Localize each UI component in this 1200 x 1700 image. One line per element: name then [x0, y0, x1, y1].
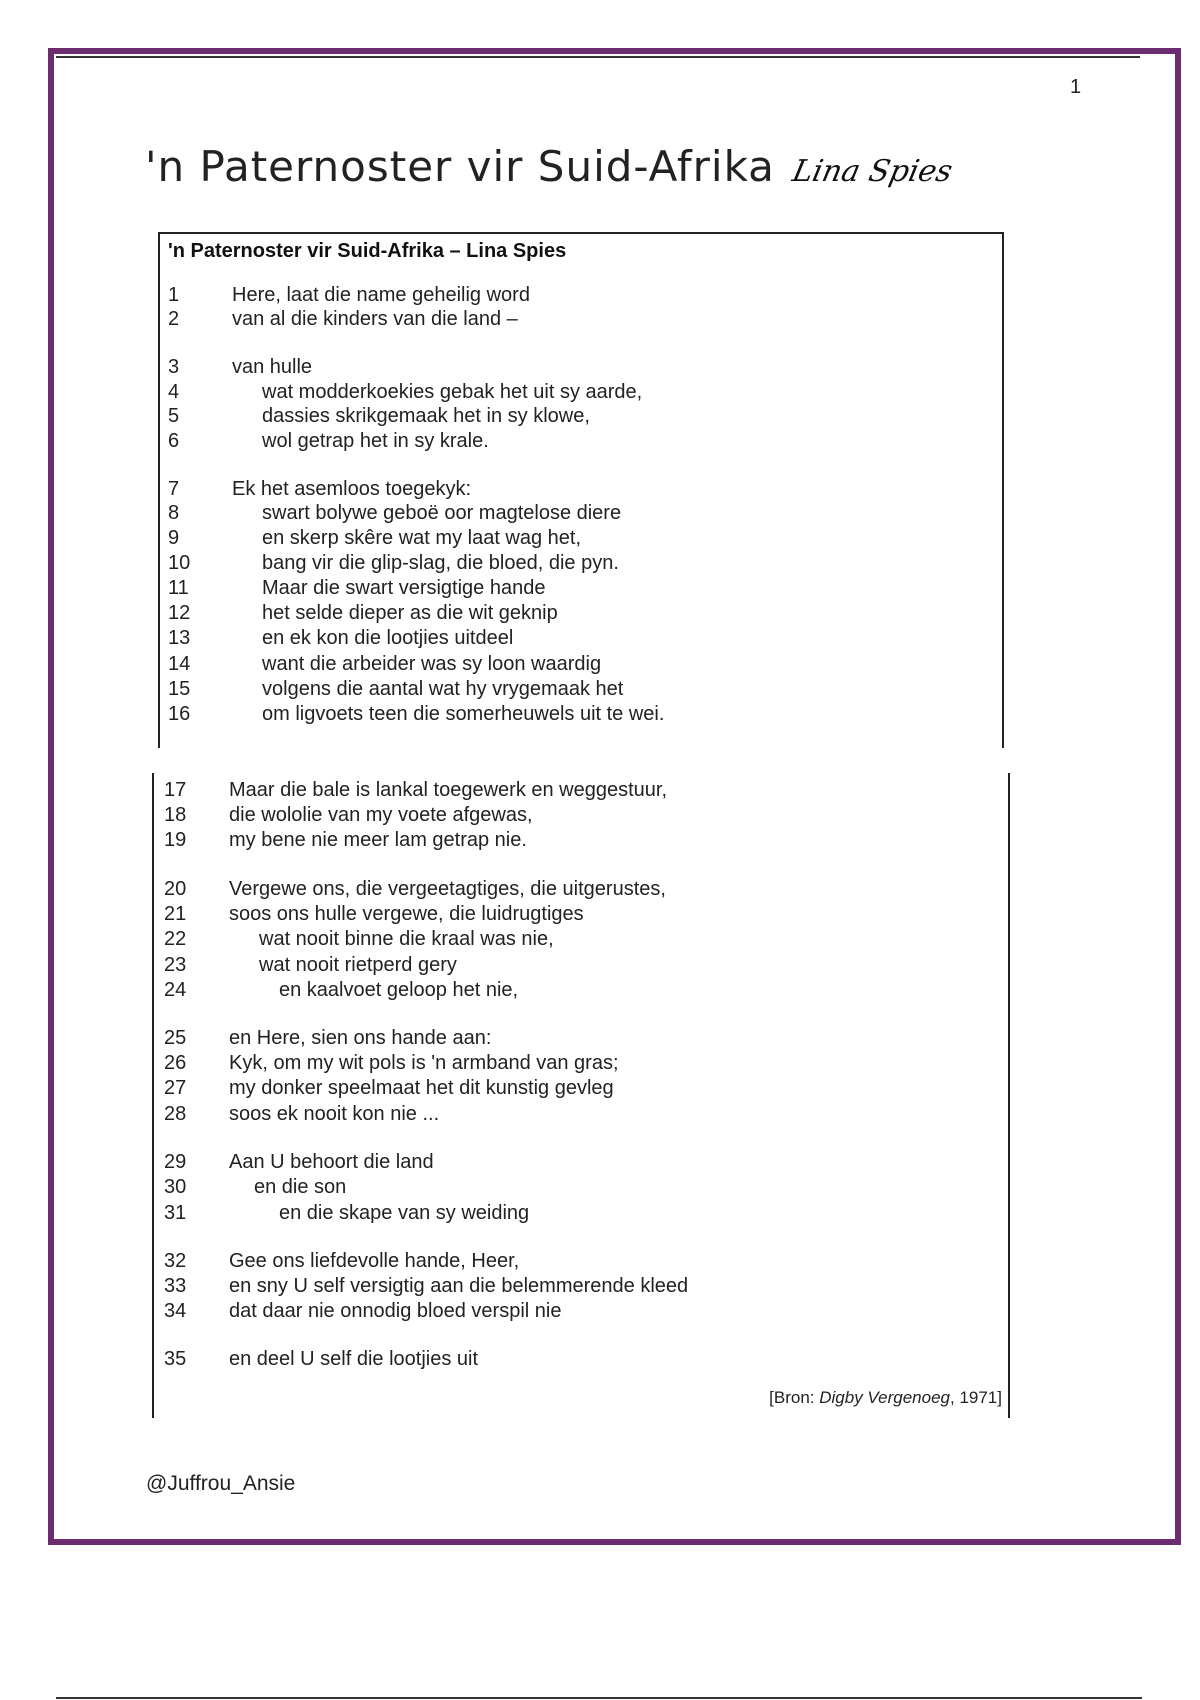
line-number: 34 — [164, 1300, 187, 1322]
line-text: het selde dieper as die wit geknip — [262, 602, 558, 624]
poem-heading: 'n Paternoster vir Suid-Afrika – Lina Spies — [168, 240, 567, 262]
line-number: 16 — [168, 703, 191, 725]
line-number: 26 — [164, 1052, 187, 1074]
line-number: 28 — [164, 1103, 187, 1125]
line-text: my bene nie meer lam getrap nie. — [229, 829, 527, 851]
line-number: 35 — [164, 1348, 187, 1370]
line-text: Here, laat die name geheilig word — [232, 284, 530, 306]
line-text: Kyk, om my wit pols is 'n armband van gras; — [229, 1052, 619, 1074]
line-number: 33 — [164, 1275, 187, 1297]
line-text: van al die kinders van die land – — [232, 308, 518, 330]
line-text: volgens die aantal wat hy vrygemaak het — [262, 678, 624, 700]
line-text: bang vir die glip-slag, die bloed, die pyn. — [262, 552, 619, 574]
line-number: 27 — [164, 1077, 187, 1099]
line-text: Gee ons liefdevolle hande, Heer, — [229, 1250, 520, 1272]
line-number: 1 — [168, 284, 180, 306]
line-number: 29 — [164, 1151, 187, 1173]
line-number: 18 — [164, 804, 187, 826]
line-number: 25 — [164, 1027, 187, 1049]
line-number: 9 — [168, 527, 180, 549]
line-text: dassies skrikgemaak het in sy klowe, — [262, 405, 590, 427]
line-number: 13 — [168, 627, 191, 649]
line-number: 4 — [168, 381, 180, 403]
source-citation — [769, 1388, 1002, 1408]
author-signature: Lina Spies — [789, 154, 956, 189]
source-suffix: , 1971] — [950, 1388, 1002, 1407]
line-number: 22 — [164, 928, 187, 950]
line-number: 23 — [164, 954, 187, 976]
line-number: 3 — [168, 356, 180, 378]
line-text: soos ons hulle vergewe, die luidrugtiges — [229, 903, 584, 925]
page-number: 1 — [1070, 76, 1082, 98]
line-text: wat nooit rietperd gery — [259, 954, 457, 976]
line-number: 10 — [168, 552, 191, 574]
line-number: 30 — [164, 1176, 187, 1198]
line-text: want die arbeider was sy loon waardig — [262, 653, 602, 675]
line-text: en die son — [254, 1176, 347, 1198]
line-text: wol getrap het in sy krale. — [262, 430, 489, 452]
line-number: 2 — [168, 308, 180, 330]
line-number: 11 — [168, 577, 189, 599]
line-text: en deel U self die lootjies uit — [229, 1348, 479, 1370]
line-number: 5 — [168, 405, 180, 427]
line-text: Maar die swart versigtige hande — [262, 577, 546, 599]
line-number: 24 — [164, 979, 187, 1001]
line-text: Ek het asemloos toegekyk: — [232, 478, 472, 500]
line-text: dat daar nie onnodig bloed verspil nie — [229, 1300, 562, 1322]
line-number: 17 — [164, 779, 187, 801]
line-text: van hulle — [232, 356, 313, 378]
poem-box-lower — [152, 773, 1010, 1418]
line-text: en Here, sien ons hande aan: — [229, 1027, 492, 1049]
line-number: 14 — [168, 653, 191, 675]
line-number: 20 — [164, 878, 187, 900]
line-text: wat nooit binne die kraal was nie, — [259, 928, 554, 950]
line-text: my donker speelmaat het dit kunstig gevleg — [229, 1077, 614, 1099]
line-text: soos ek nooit kon nie ... — [229, 1103, 440, 1125]
line-text: wat modderkoekies gebak het uit sy aarde, — [262, 381, 643, 403]
line-number: 19 — [164, 829, 187, 851]
line-text: om ligvoets teen die somerheuwels uit te wei. — [262, 703, 665, 725]
line-text: swart bolywe geboë oor magtelose diere — [262, 502, 622, 524]
line-number: 31 — [164, 1202, 187, 1224]
line-text: en ek kon die lootjies uitdeel — [262, 627, 514, 649]
line-text: en sny U self versigtig aan die belemmerende kleed — [229, 1275, 689, 1297]
line-number: 15 — [168, 678, 191, 700]
source-work: Digby Vergenoeg — [819, 1388, 950, 1407]
page-title: 'n Paternoster vir Suid-Afrika — [145, 142, 775, 191]
bottom-rule — [56, 1697, 1142, 1699]
poem-box-upper — [158, 232, 1004, 748]
line-text: en kaalvoet geloop het nie, — [279, 979, 519, 1001]
line-number: 6 — [168, 430, 180, 452]
line-text: en skerp skêre wat my laat wag het, — [262, 527, 582, 549]
top-rule — [56, 56, 1140, 58]
line-text: Vergewe ons, die vergeetagtiges, die uitgerustes, — [229, 878, 666, 900]
line-text: en die skape van sy weiding — [279, 1202, 530, 1224]
line-number: 32 — [164, 1250, 187, 1272]
line-number: 12 — [168, 602, 191, 624]
footer-handle: @Juffrou_Ansie — [146, 1472, 296, 1495]
line-text: Maar die bale is lankal toegewerk en weggestuur, — [229, 779, 668, 801]
line-number: 21 — [164, 903, 187, 925]
line-text: Aan U behoort die land — [229, 1151, 434, 1173]
source-prefix: [Bron: — [769, 1388, 820, 1407]
line-number: 7 — [168, 478, 180, 500]
line-text: die wololie van my voete afgewas, — [229, 804, 533, 826]
line-number: 8 — [168, 502, 180, 524]
title-row — [145, 142, 956, 191]
